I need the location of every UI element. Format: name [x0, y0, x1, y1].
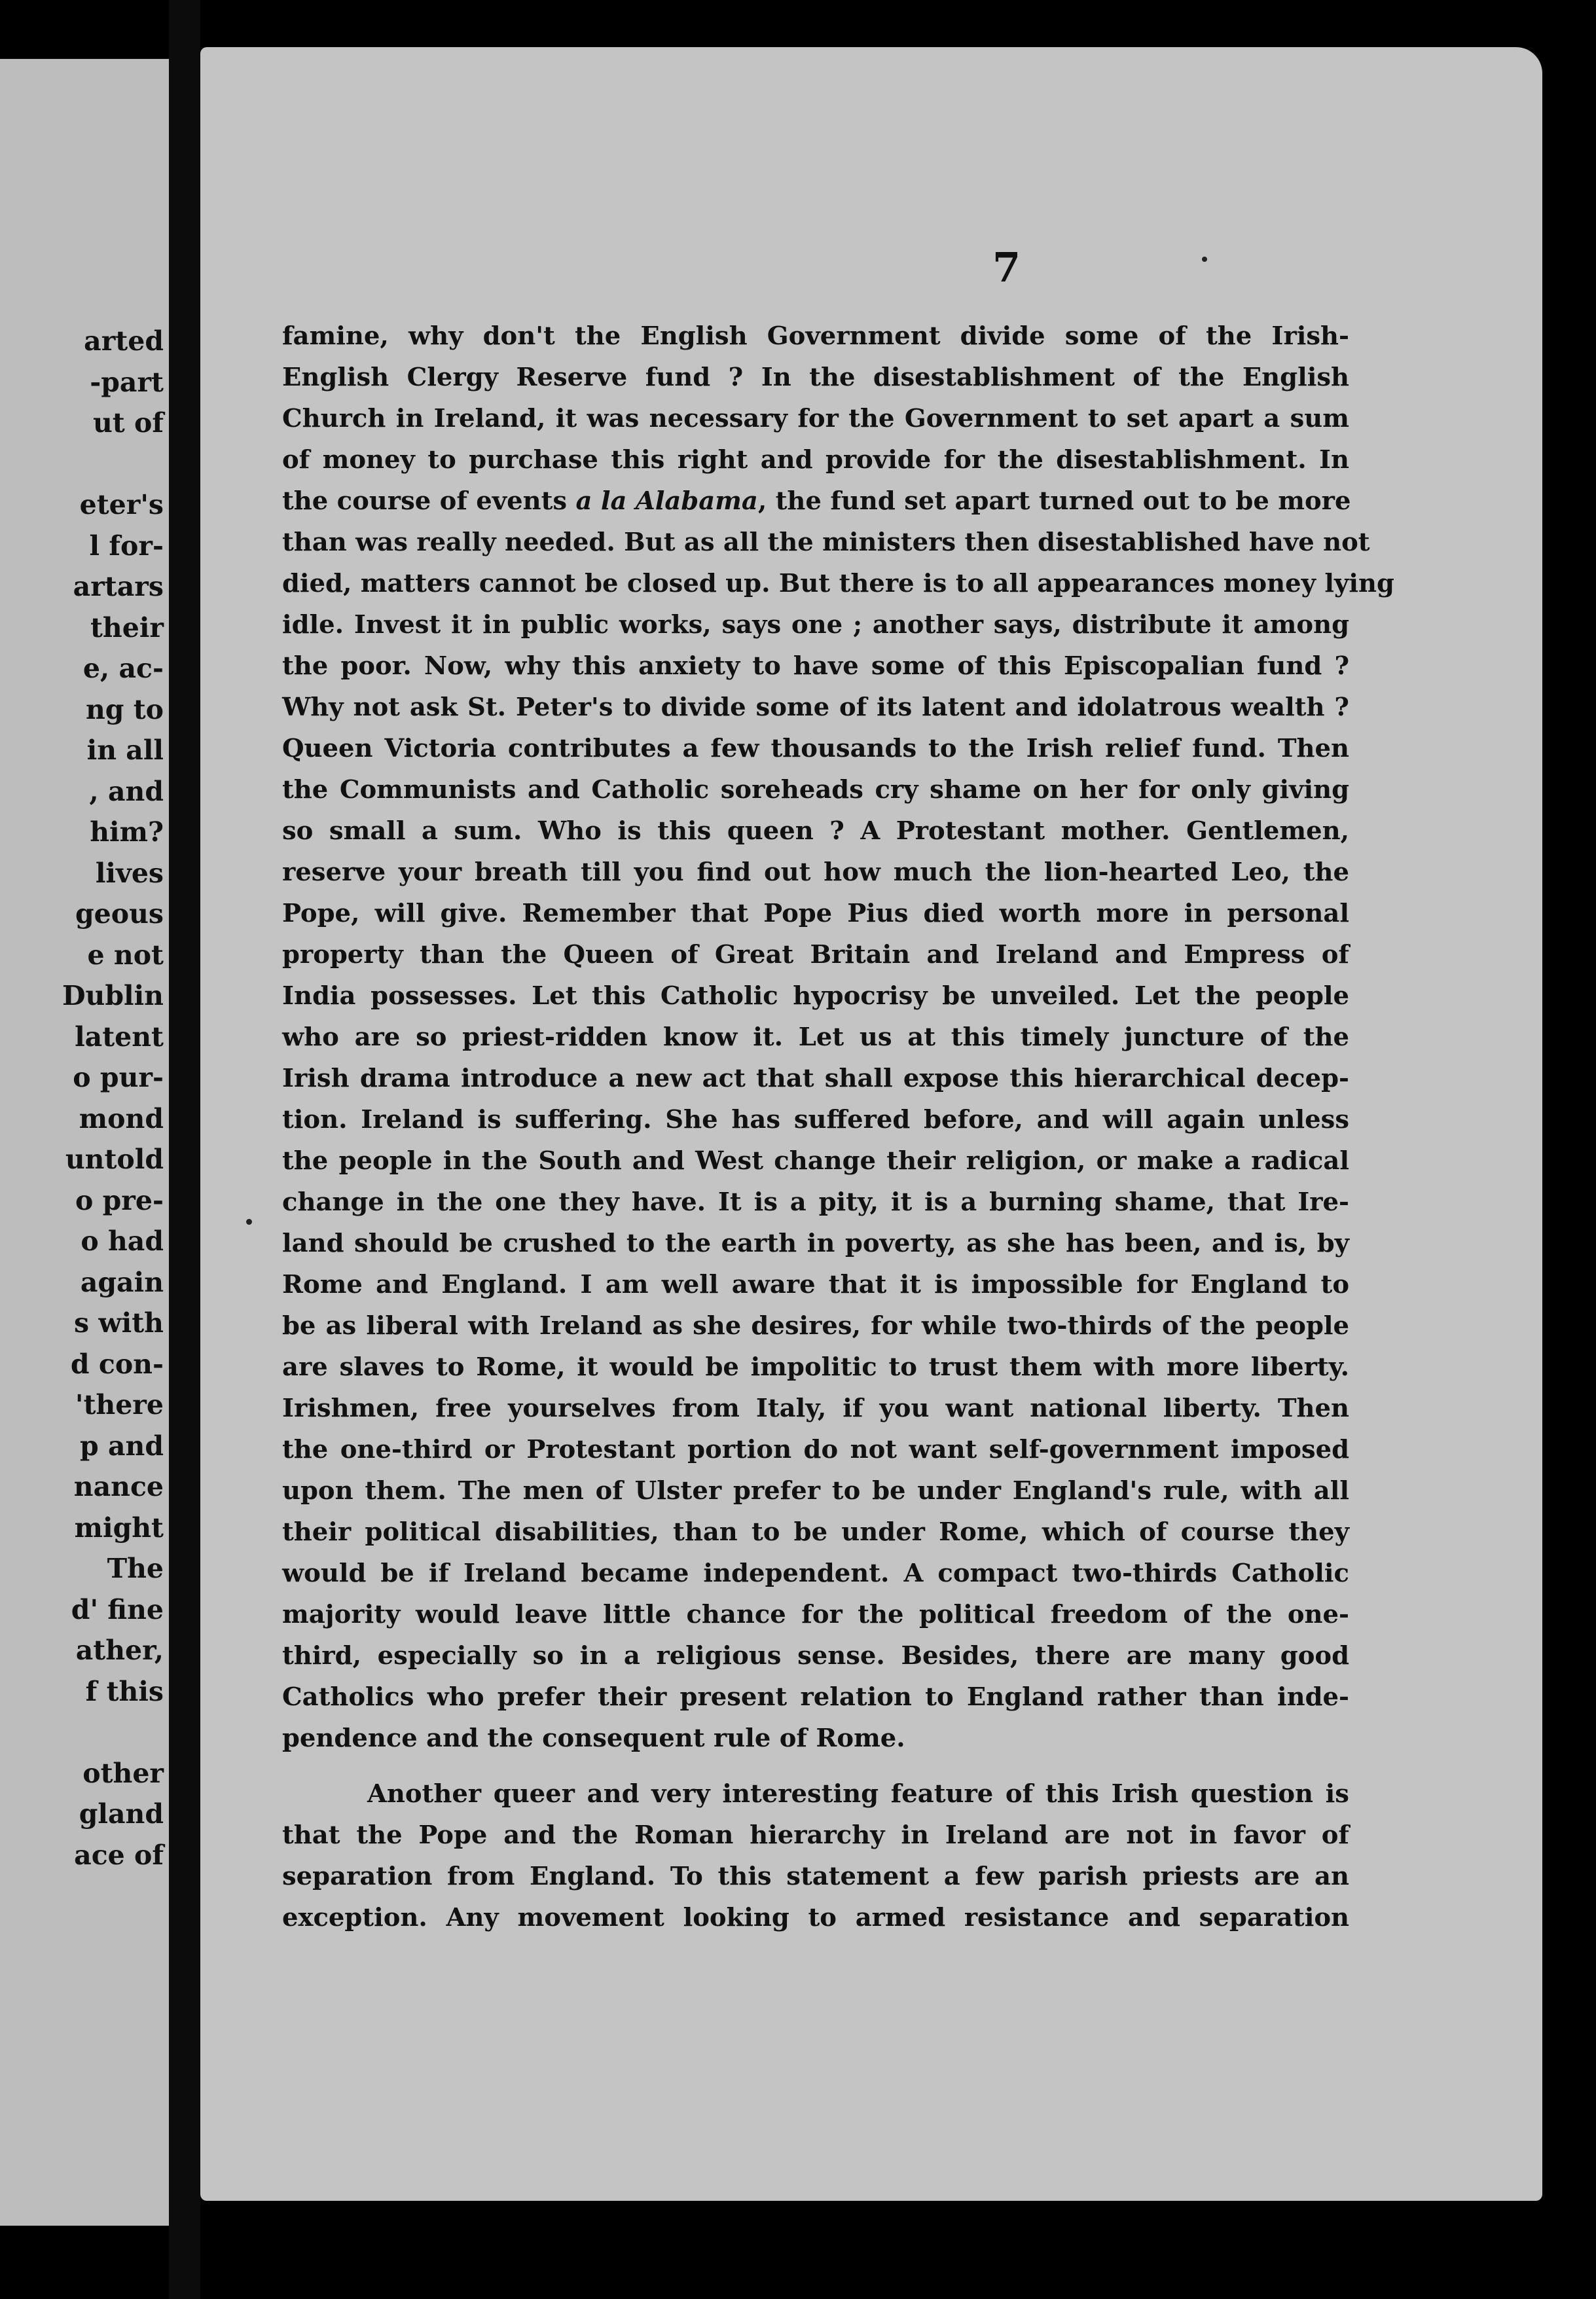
text-line: the Communists and Catholic soreheads cry shame on her for only giving — [282, 775, 1349, 805]
left-page-fragment: other — [82, 1757, 164, 1789]
text-line: majority would leave little chance for the political freedom of the one- — [282, 1600, 1349, 1629]
left-page-fragment: , and — [89, 775, 164, 807]
left-page-fragment: might — [74, 1512, 164, 1544]
paragraph-1 — [282, 316, 1394, 1759]
left-page-fragment: Dublin — [62, 980, 164, 1011]
text-line: reserve your breath till you find out how much the lion-hearted Leo, the — [282, 858, 1349, 887]
text-line: India possesses. Let this Catholic hypocrisy be unveiled. Let the people — [282, 981, 1349, 1011]
text-line: change in the one they have. It is a pity, it is a burning shame, that Ire- — [282, 1187, 1349, 1217]
text-line: exception. Any movement looking to armed resistance and separation — [282, 1903, 1349, 1932]
paragraph-gap — [282, 1759, 1349, 1773]
left-page-fragment: ut of — [92, 407, 164, 439]
page-number: 7 — [992, 244, 1021, 291]
left-page-fragment: arted — [84, 325, 164, 357]
book-gutter — [169, 0, 200, 2299]
text-line: property than the Queen of Great Britain and Ireland and Empress of — [282, 940, 1349, 969]
text-line: land should be crushed to the earth in poverty, as she has been, and is, by — [282, 1229, 1349, 1258]
left-page-fragment: latent — [75, 1021, 164, 1053]
text-line: their political disabilities, than to be under Rome, which of course they — [282, 1517, 1349, 1547]
left-page-fragment — [7, 444, 164, 485]
left-page-fragment: The — [107, 1553, 164, 1584]
left-page-fragment: eter's — [79, 489, 164, 520]
text-line: famine, why don't the English Government divide some of the Irish- — [282, 321, 1349, 351]
left-page-fragment: o pur- — [73, 1062, 164, 1093]
text-line: who are so priest-ridden know it. Let us at this timely juncture of the — [282, 1023, 1349, 1052]
text-line: Another queer and very interesting feature of this Irish question is — [367, 1779, 1349, 1809]
text-line: Irishmen, free yourselves from Italy, if you want national liberty. Then — [282, 1394, 1349, 1423]
left-page-fragment: him? — [90, 816, 164, 848]
left-page-fragment — [7, 1712, 164, 1753]
text-line: Rome and England. I am well aware that it is impossible for England to — [282, 1270, 1349, 1299]
left-page-fragment: again — [80, 1266, 164, 1298]
paragraph-2 — [282, 1773, 1349, 1938]
body-text — [282, 316, 1394, 1938]
text-line: upon them. The men of Ulster prefer to be under England's rule, with all — [282, 1476, 1349, 1506]
text-line: pendence and the consequent rule of Rome. — [282, 1724, 905, 1753]
left-page-fragment: mond — [79, 1102, 164, 1134]
left-page-fragment: f this — [85, 1675, 164, 1707]
left-page-fragment: 'there — [75, 1389, 164, 1421]
left-page-fragment: d con- — [70, 1348, 164, 1380]
text-line: be as liberal with Ireland as she desires, for while two-thirds of the people — [282, 1311, 1349, 1341]
text-line: so small a sum. Who is this queen ? A Protestant mother. Gentlemen, — [282, 816, 1349, 846]
left-page-fragment: ng to — [85, 693, 164, 725]
text-line: the one-third or Protestant portion do not want self-government imposed — [282, 1435, 1349, 1464]
text-line: of money to purchase this right and provide for the disestablishment. In — [282, 445, 1349, 475]
text-line: English Clergy Reserve fund ? In the disestablishment of the English — [282, 363, 1349, 392]
text-line: Irish drama introduce a new act that shall expose this hierarchical decep- — [282, 1064, 1349, 1093]
text-line: than was really needed. But as all the ministers then disestablished have not — [282, 528, 1370, 557]
text-line: tion. Ireland is suffering. She has suffered before, and will again unless — [282, 1105, 1349, 1134]
right-page — [200, 47, 1542, 2201]
text-line: would be if Ireland became independent. A compact two-thirds Catholic — [282, 1559, 1349, 1588]
left-page-fragment: d' fine — [71, 1593, 164, 1625]
text-line: the people in the South and West change their religion, or make a radical — [282, 1146, 1349, 1176]
ink-speck — [1202, 257, 1207, 262]
left-page-fragment: s with — [74, 1307, 164, 1339]
left-page-fragment: ather, — [75, 1635, 164, 1666]
left-page-fragment: e not — [87, 939, 164, 971]
left-page-fragment: -part — [90, 366, 164, 398]
left-page-fragment: gland — [79, 1798, 164, 1830]
left-page-fragment: in all — [86, 734, 164, 766]
left-page-fragment: lives — [95, 857, 164, 889]
left-page-text-fragments — [7, 321, 164, 1875]
text-line: that the Pope and the Roman hierarchy in Ireland are not in favor of — [282, 1820, 1349, 1850]
left-page-fragment: artars — [73, 571, 164, 602]
text-line: Catholics who prefer their present relation to England rather than inde- — [282, 1682, 1349, 1712]
left-page-fragment: ace of — [74, 1839, 164, 1871]
left-page-fragment: o had — [81, 1225, 164, 1257]
text-line: Why not ask St. Peter's to divide some of its latent and idolatrous wealth ? — [282, 693, 1349, 722]
text-line: idle. Invest it in public works, says one ; another says, distribute it among — [282, 610, 1349, 640]
text-line: Church in Ireland, it was necessary for the Government to set apart a sum — [282, 404, 1349, 433]
left-page-fragment: their — [90, 611, 164, 643]
left-page-fragment: geous — [75, 898, 164, 930]
left-page-fragment: l for- — [89, 530, 164, 562]
left-page-fragment: untold — [65, 1144, 164, 1175]
text-line: separation from England. To this statement a few parish priests are an — [282, 1862, 1349, 1891]
left-page — [0, 59, 169, 2226]
left-page-fragment: o pre- — [75, 1184, 164, 1216]
text-line: the course of events a la Alabama, the fund set apart turned out to be more — [282, 486, 1351, 516]
text-line: Queen Victoria contributes a few thousands to the Irish relief fund. Then — [282, 734, 1349, 763]
text-line: died, matters cannot be closed up. But there is to all appearances money lying — [282, 569, 1394, 598]
text-line: the poor. Now, why this anxiety to have some of this Episcopalian fund ? — [282, 651, 1349, 681]
ink-speck — [246, 1219, 252, 1225]
text-line: are slaves to Rome, it would be impolitic to trust them with more liberty. — [282, 1352, 1349, 1382]
left-page-fragment: p and — [80, 1430, 164, 1462]
text-line: Pope, will give. Remember that Pope Pius died worth more in personal — [282, 899, 1349, 928]
text-line: third, especially so in a religious sense. Besides, there are many good — [282, 1641, 1349, 1671]
left-page-fragment: e, ac- — [82, 653, 164, 684]
left-page-fragment: nance — [73, 1471, 164, 1502]
